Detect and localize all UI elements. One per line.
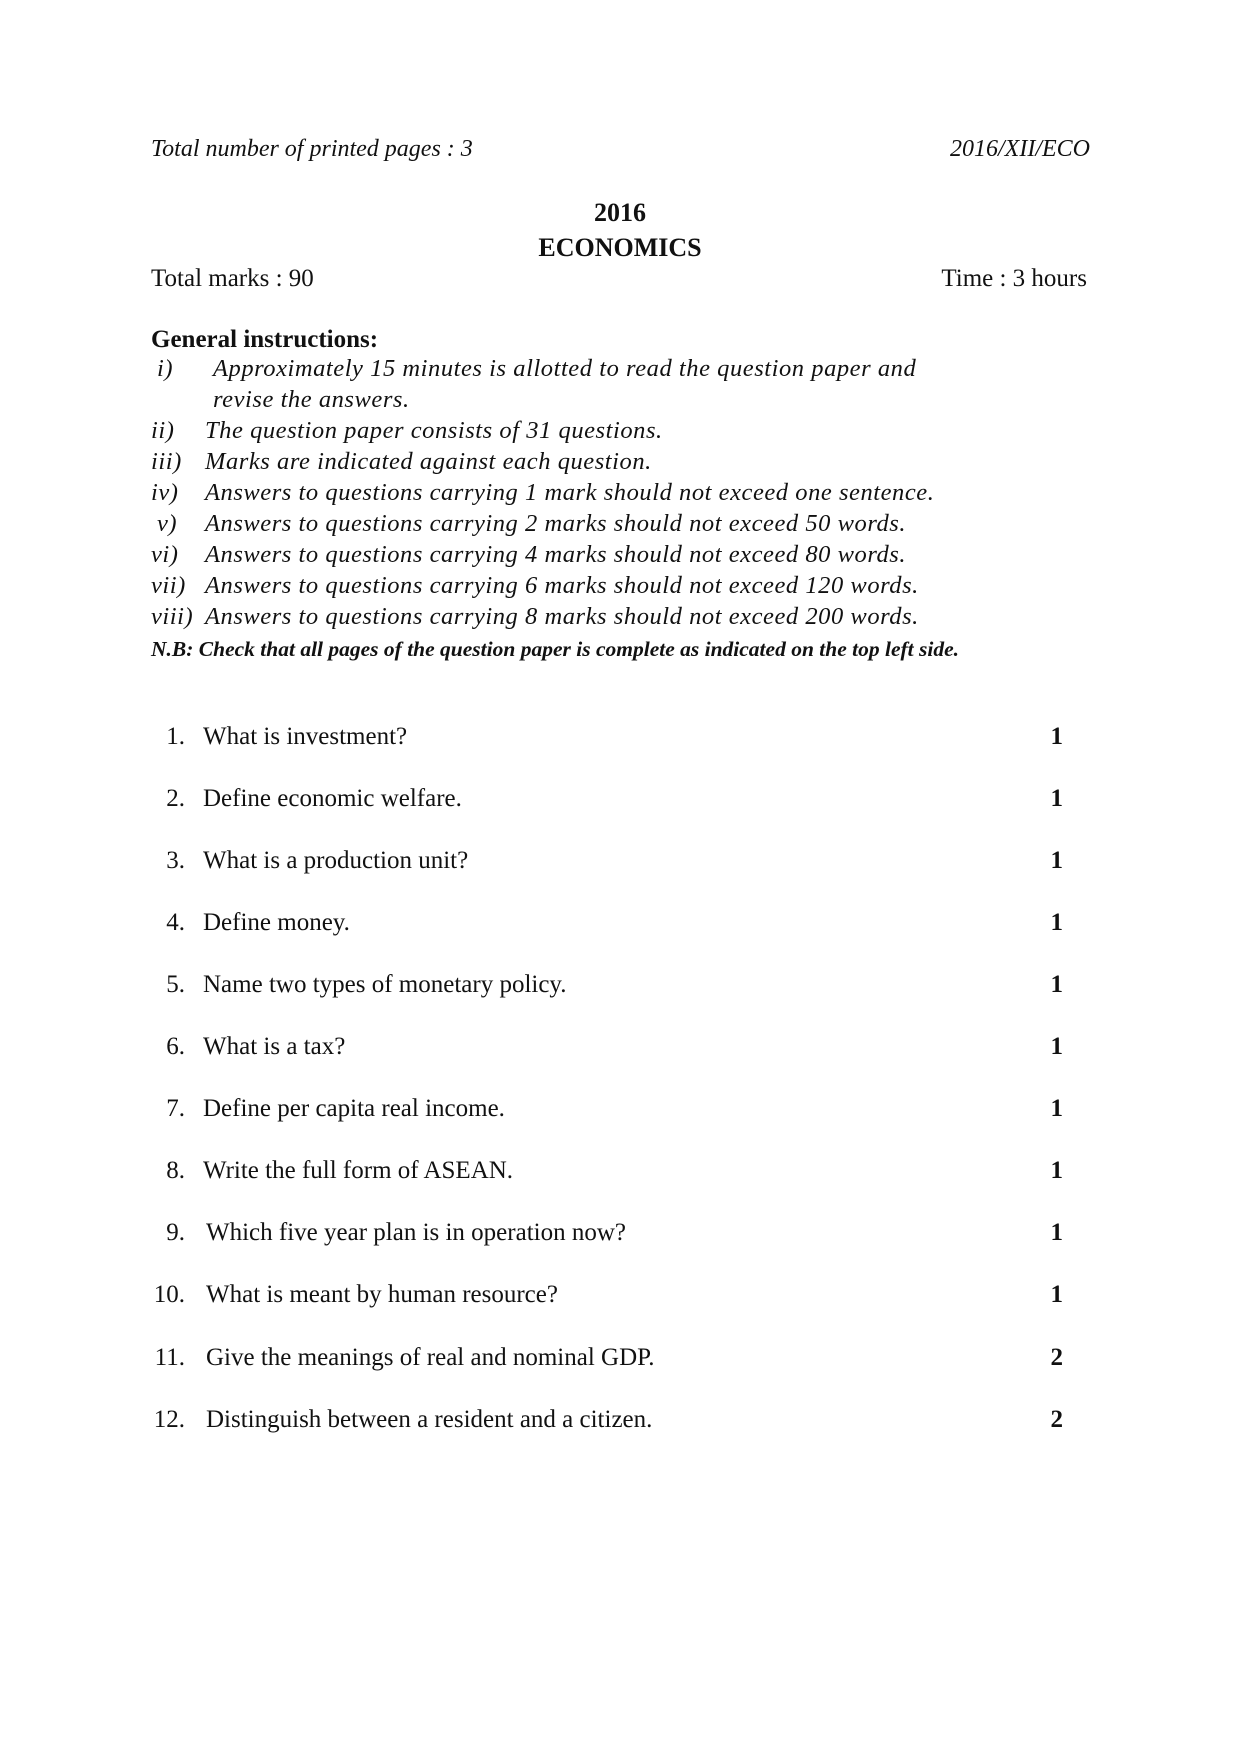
question-row [151, 1406, 1063, 1438]
question-number: 6. [166, 1033, 185, 1060]
question-number: 10. [153, 1281, 185, 1308]
instruction-number: iii) [151, 448, 182, 475]
question-text: Define per capita real income. [203, 1095, 505, 1122]
question-number: 1. [166, 723, 185, 750]
instructions-title: General instructions: [151, 326, 379, 353]
question-marks: 1 [1050, 1033, 1063, 1060]
question-row [151, 723, 1063, 755]
question-row [151, 1095, 1063, 1127]
instruction-number: viii) [151, 603, 194, 630]
question-marks: 1 [1050, 785, 1063, 812]
instruction-number: vi) [151, 541, 179, 568]
paper-code: 2016/XII/ECO [950, 136, 1090, 162]
question-marks: 1 [1050, 1095, 1063, 1122]
instruction-number: iv) [151, 479, 179, 506]
question-marks: 1 [1050, 971, 1063, 998]
question-row [151, 785, 1063, 817]
instruction-number: vii) [151, 572, 186, 599]
question-marks: 2 [1050, 1344, 1063, 1371]
instruction-text: Answers to questions carrying 4 marks should not exceed 80 words. [205, 541, 907, 568]
instruction-text-continued: revise the answers. [213, 386, 410, 413]
question-text: What is meant by human resource? [206, 1281, 558, 1308]
instruction-text: Marks are indicated against each question. [205, 448, 652, 475]
question-text: Name two types of monetary policy. [203, 971, 567, 998]
question-text: What is a tax? [203, 1033, 346, 1060]
question-number: 12. [153, 1406, 185, 1433]
question-text: Distinguish between a resident and a citizen. [206, 1406, 653, 1433]
instruction-item [151, 601, 919, 632]
question-marks: 1 [1050, 1219, 1063, 1246]
question-number: 8. [166, 1157, 185, 1184]
instruction-text: Answers to questions carrying 2 marks should not exceed 50 words. [205, 510, 907, 537]
instruction-number: i) [157, 355, 174, 382]
question-row [151, 847, 1063, 879]
question-marks: 1 [1050, 723, 1063, 750]
instruction-item [151, 477, 934, 508]
instruction-item [151, 415, 663, 446]
question-row [151, 971, 1063, 1003]
instruction-item [151, 539, 906, 570]
instruction-text: Answers to questions carrying 1 mark should not exceed one sentence. [205, 479, 935, 506]
question-marks: 1 [1050, 847, 1063, 874]
question-row [151, 1344, 1063, 1376]
instruction-text: Answers to questions carrying 6 marks should not exceed 120 words. [205, 572, 919, 599]
total-marks: Total marks : 90 [151, 265, 314, 292]
question-number: 4. [166, 909, 185, 936]
instruction-text: Approximately 15 minutes is allotted to read the question paper and [213, 355, 917, 382]
instruction-text: Answers to questions carrying 8 marks should not exceed 200 words. [205, 603, 919, 630]
instruction-item [151, 353, 916, 415]
question-text: Give the meanings of real and nominal GDP. [206, 1344, 655, 1371]
exam-year: 2016 [594, 198, 646, 227]
printed-pages-count: Total number of printed pages : 3 [151, 136, 473, 162]
instruction-item [151, 570, 919, 601]
question-marks: 1 [1050, 1157, 1063, 1184]
instruction-number: ii) [151, 417, 175, 444]
question-text: Define economic welfare. [203, 785, 462, 812]
question-number: 5. [166, 971, 185, 998]
question-text: Write the full form of ASEAN. [203, 1157, 514, 1184]
exam-time: Time : 3 hours [941, 265, 1087, 292]
question-text: Define money. [203, 909, 350, 936]
question-number: 3. [166, 847, 185, 874]
question-row [151, 1281, 1063, 1313]
question-text: What is investment? [203, 723, 408, 750]
question-number: 9. [166, 1219, 185, 1246]
question-text: What is a production unit? [203, 847, 469, 874]
question-marks: 1 [1050, 909, 1063, 936]
question-marks: 1 [1050, 1281, 1063, 1308]
question-number: 7. [166, 1095, 185, 1122]
instruction-item [151, 508, 906, 539]
instruction-item [151, 446, 652, 477]
question-number: 11. [154, 1344, 185, 1371]
question-number: 2. [166, 785, 185, 812]
instructions-note: N.B: Check that all pages of the question paper is complete as indicated on the top left side. [151, 637, 960, 661]
instruction-number: v) [157, 510, 178, 537]
question-marks: 2 [1050, 1406, 1063, 1433]
question-row [151, 1219, 1063, 1251]
question-row [151, 1033, 1063, 1065]
question-row [151, 909, 1063, 941]
instruction-text: The question paper consists of 31 questions. [205, 417, 663, 444]
question-text: Which five year plan is in operation now? [206, 1219, 626, 1246]
exam-subject: ECONOMICS [538, 233, 702, 262]
question-row [151, 1157, 1063, 1189]
